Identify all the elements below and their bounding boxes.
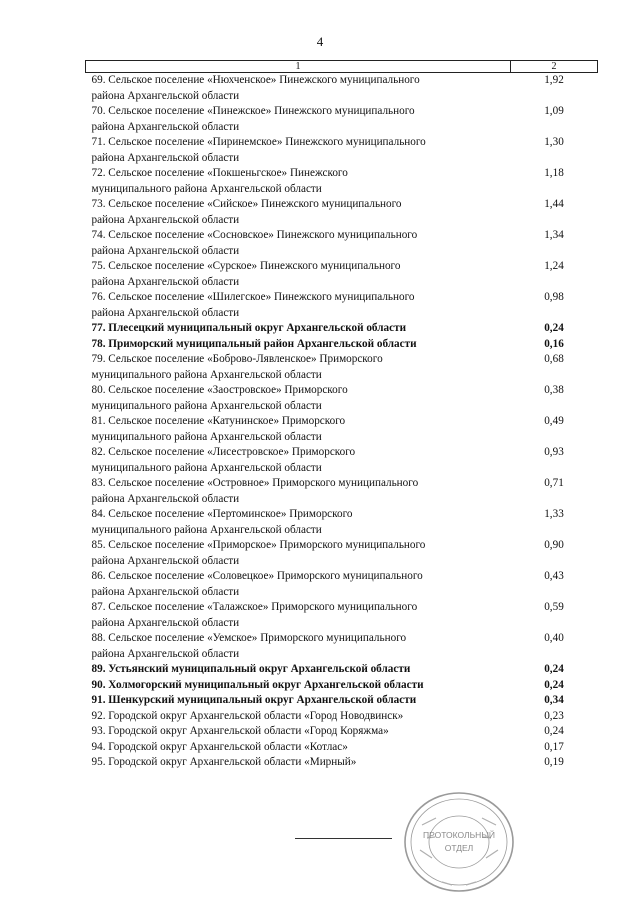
territory-name-text: Сельское поселение «Заостровское» Приморского — [108, 384, 348, 396]
territory-name-line — [92, 259, 511, 275]
territory-name-cell — [86, 135, 511, 166]
territory-name-cell — [86, 709, 511, 725]
coefficient-value-cell: 0,19 — [544, 756, 564, 768]
row-number: 69. — [91, 74, 106, 86]
territory-name-line — [92, 600, 511, 616]
table-row — [86, 259, 598, 290]
table-row — [86, 352, 598, 383]
territory-name-text: Шенкурский муниципальный округ Архангельской области — [108, 694, 417, 706]
row-number: 75. — [91, 260, 106, 272]
table-row — [86, 414, 598, 445]
territory-name-text: Городской округ Архангельской области «Город Новодвинск» — [108, 709, 404, 722]
territory-name-line — [92, 337, 511, 353]
territory-name-line: района Архангельской области — [91, 244, 240, 257]
row-number: 79. — [91, 353, 106, 365]
row-number: 73. — [91, 198, 106, 210]
coefficients-table — [85, 60, 598, 771]
territory-name-line — [92, 135, 511, 151]
row-number: 82. — [91, 446, 106, 458]
coefficient-value-cell: 1,92 — [544, 74, 564, 86]
table-row — [86, 337, 598, 353]
coefficient-value-cell: 0,24 — [544, 678, 564, 691]
table-row — [86, 73, 598, 105]
territory-name-text: Сельское поселение «Островное» Приморского муниципального — [108, 477, 419, 489]
row-number: 72. — [91, 167, 106, 179]
table-row — [86, 724, 598, 740]
territory-name-cell — [86, 290, 511, 321]
territory-name-cell — [86, 337, 511, 353]
column-header: 1 — [86, 61, 511, 73]
territory-name-cell — [86, 73, 511, 105]
territory-name-line — [92, 569, 511, 585]
territory-name-line — [92, 166, 511, 182]
row-number: 87. — [91, 601, 106, 613]
coefficient-value-cell: 0,38 — [544, 384, 564, 396]
territory-name-line: муниципального района Архангельской области — [91, 368, 322, 381]
territory-name-line: района Архангельской области — [91, 492, 240, 505]
territory-name-cell — [86, 678, 511, 694]
row-number: 89. — [91, 663, 106, 675]
territory-name-line — [92, 414, 511, 430]
coefficient-value-cell: 0,24 — [544, 663, 564, 675]
territory-name-cell — [86, 476, 511, 507]
protocol-department-seal — [402, 790, 516, 894]
table-row — [86, 755, 598, 771]
territory-name-text: Сельское поселение «Сосновское» Пинежского муниципального — [108, 229, 418, 241]
territory-name-text: Плесецкий муниципальный округ Архангельской области — [108, 322, 407, 334]
territory-name-line: муниципального района Архангельской области — [91, 430, 322, 443]
territory-name-cell — [86, 662, 511, 678]
row-number: 70. — [91, 105, 106, 117]
territory-name-text: Сельское поселение «Шилегское» Пинежского муниципального — [108, 291, 415, 303]
territory-name-line: района Архангельской области — [91, 554, 240, 567]
territory-name-line: муниципального района Архангельской области — [91, 523, 322, 536]
row-number: 95. — [91, 756, 106, 768]
row-number: 74. — [91, 229, 106, 241]
territory-name-text: Сельское поселение «Сийское» Пинежского муниципального — [108, 198, 402, 210]
territory-name-line: района Архангельской области — [91, 585, 240, 598]
territory-name-line — [92, 290, 511, 306]
territory-name-text: Холмогорский муниципальный округ Архангельской области — [108, 678, 424, 691]
row-number: 83. — [91, 477, 106, 489]
coefficient-value-cell: 1,44 — [544, 198, 564, 210]
territory-name-cell — [86, 740, 511, 756]
territory-name-cell — [86, 755, 511, 771]
table-header-row — [86, 61, 598, 73]
territory-name-line — [92, 678, 511, 694]
row-number: 76. — [91, 291, 106, 303]
territory-name-line: района Архангельской области — [91, 616, 240, 629]
table-row — [86, 538, 598, 569]
table-row — [86, 135, 598, 166]
row-number: 90. — [91, 678, 106, 691]
territory-name-text: Городской округ Архангельской области «Котлас» — [108, 740, 348, 753]
row-number: 81. — [91, 415, 106, 427]
table-row — [86, 740, 598, 756]
territory-name-text: Сельское поселение «Соловецкое» Приморского муниципального — [108, 570, 423, 582]
table-row — [86, 631, 598, 662]
territory-name-text: Городской округ Архангельской области «Город Коряжма» — [108, 725, 389, 737]
territory-name-line — [92, 709, 511, 725]
coefficient-value-cell: 1,09 — [544, 105, 564, 117]
territory-name-cell — [86, 445, 511, 476]
coefficient-value-cell: 0,49 — [544, 415, 564, 427]
coefficient-value-cell: 0,71 — [544, 477, 564, 489]
territory-name-text: Сельское поселение «Лисестровское» Приморского — [108, 446, 356, 458]
coefficient-value-cell: 0,59 — [544, 601, 564, 613]
table-row — [86, 290, 598, 321]
territory-name-line — [92, 662, 511, 678]
row-number: 80. — [91, 384, 106, 396]
coefficient-value-cell: 0,93 — [544, 446, 564, 458]
coefficient-value-cell: 0,24 — [544, 725, 564, 737]
territory-name-cell — [86, 569, 511, 600]
territory-name-cell — [86, 600, 511, 631]
territory-name-text: Сельское поселение «Пиринемское» Пинежского муниципального — [108, 136, 426, 148]
territory-name-line — [92, 755, 511, 771]
table-row — [86, 166, 598, 197]
territory-name-cell — [86, 383, 511, 414]
coefficient-value-cell: 0,24 — [544, 322, 564, 334]
coefficient-value-cell: 1,24 — [544, 260, 564, 272]
territory-name-line — [92, 228, 511, 244]
territory-name-line: района Архангельской области — [91, 89, 240, 102]
coefficient-value-cell: 0,68 — [544, 353, 564, 365]
territory-name-line — [92, 321, 511, 337]
column-header: 2 — [511, 61, 598, 73]
table-row — [86, 569, 598, 600]
territory-name-line — [92, 693, 511, 709]
territory-name-line: района Архангельской области — [91, 306, 240, 319]
territory-name-line — [92, 352, 511, 368]
territory-name-text: Устьянский муниципальный округ Архангельской области — [108, 663, 411, 675]
coefficient-value-cell: 0,90 — [544, 539, 564, 551]
table-row — [86, 104, 598, 135]
coefficient-value-cell: 0,98 — [544, 291, 564, 303]
table-row — [86, 507, 598, 538]
territory-name-cell — [86, 724, 511, 740]
row-number: 91. — [91, 694, 106, 706]
territory-name-cell — [86, 352, 511, 383]
row-number: 84. — [91, 508, 106, 520]
row-number: 71. — [91, 136, 106, 148]
territory-name-line: муниципального района Архангельской области — [91, 461, 322, 474]
coefficient-value-cell: 0,34 — [544, 694, 564, 706]
territory-name-text: Сельское поселение «Талажское» Приморского муниципального — [108, 601, 418, 613]
territory-name-cell — [86, 197, 511, 228]
territory-name-text: Приморский муниципальный район Архангельской области — [108, 337, 417, 350]
territory-name-line: муниципального района Архангельской области — [91, 399, 322, 412]
territory-name-line — [92, 104, 511, 120]
territory-name-line: района Архангельской области — [91, 151, 240, 164]
territory-name-text: Сельское поселение «Приморское» Приморского муниципального — [108, 539, 426, 551]
coefficient-value-cell: 0,16 — [544, 337, 564, 350]
table-row — [86, 476, 598, 507]
territory-name-line — [92, 476, 511, 492]
territory-name-line — [92, 383, 511, 399]
territory-name-text: Сельское поселение «Сурское» Пинежского муниципального — [108, 260, 401, 272]
coefficient-value-cell: 0,23 — [544, 709, 564, 722]
territory-name-text: Сельское поселение «Катунинское» Приморского — [108, 415, 346, 427]
page-number: 4 — [316, 34, 324, 49]
territory-name-text: Сельское поселение «Боброво-Лявленское» Приморского — [108, 353, 383, 365]
row-number: 78. — [91, 337, 106, 350]
territory-name-line: муниципального района Архангельской области — [91, 182, 322, 195]
row-number: 77. — [91, 322, 106, 334]
row-number: 86. — [91, 570, 106, 582]
territory-name-line — [92, 538, 511, 554]
stamp-line-1: ПРОТОКОЛЬНЫЙ — [423, 830, 495, 840]
table-row — [86, 709, 598, 725]
territory-name-line — [92, 740, 511, 756]
row-number: 94. — [91, 740, 106, 753]
coefficient-value-cell: 1,33 — [544, 508, 564, 520]
row-number: 93. — [91, 725, 106, 737]
table-row — [86, 662, 598, 678]
coefficient-value-cell: 0,43 — [544, 570, 564, 582]
territory-name-line — [92, 445, 511, 461]
coefficient-value-cell: 0,17 — [544, 740, 564, 753]
signature-line — [295, 838, 392, 839]
territory-name-line: района Архангельской области — [91, 120, 240, 133]
row-number: 88. — [91, 632, 106, 644]
territory-name-line — [92, 631, 511, 647]
territory-name-cell — [86, 259, 511, 290]
coefficient-value-cell: 1,30 — [544, 136, 564, 148]
table-row — [86, 678, 598, 694]
territory-name-cell — [86, 631, 511, 662]
row-number: 85. — [91, 539, 106, 551]
stamp-line-2: ОТДЕЛ — [444, 843, 474, 853]
coefficient-value-cell: 1,34 — [544, 229, 564, 241]
territory-name-cell — [86, 228, 511, 259]
territory-name-line — [92, 197, 511, 213]
table-row — [86, 693, 598, 709]
territory-name-line — [92, 724, 511, 740]
territory-name-text: Сельское поселение «Покшеньгское» Пинежского — [108, 167, 348, 179]
territory-name-line — [92, 73, 511, 89]
territory-name-line — [92, 507, 511, 523]
table-row — [86, 383, 598, 414]
row-number: 92. — [91, 709, 106, 722]
territory-name-text: Сельское поселение «Пинежское» Пинежского муниципального — [108, 105, 415, 117]
table-row — [86, 197, 598, 228]
territory-name-text: Сельское поселение «Пертоминское» Приморского — [108, 508, 353, 520]
coefficient-value-cell: 1,18 — [544, 167, 564, 179]
territory-name-cell — [86, 166, 511, 197]
territory-name-cell — [86, 414, 511, 445]
table-row — [86, 600, 598, 631]
territory-name-text: Городской округ Архангельской области «Мирный» — [108, 756, 357, 768]
territory-name-cell — [86, 507, 511, 538]
territory-name-cell — [86, 321, 511, 337]
territory-name-text: Сельское поселение «Нюхченское» Пинежского муниципального — [108, 74, 420, 86]
table-row — [86, 228, 598, 259]
table-row — [86, 445, 598, 476]
territory-name-line: района Архангельской области — [91, 213, 240, 226]
territory-name-cell — [86, 538, 511, 569]
territory-name-cell — [86, 693, 511, 709]
territory-name-text: Сельское поселение «Уемское» Приморского муниципального — [108, 632, 407, 644]
territory-name-cell — [86, 104, 511, 135]
coefficient-value-cell: 0,40 — [544, 632, 564, 644]
territory-name-line: района Архангельской области — [91, 647, 240, 660]
territory-name-line: района Архангельской области — [91, 275, 240, 288]
table-row — [86, 321, 598, 337]
